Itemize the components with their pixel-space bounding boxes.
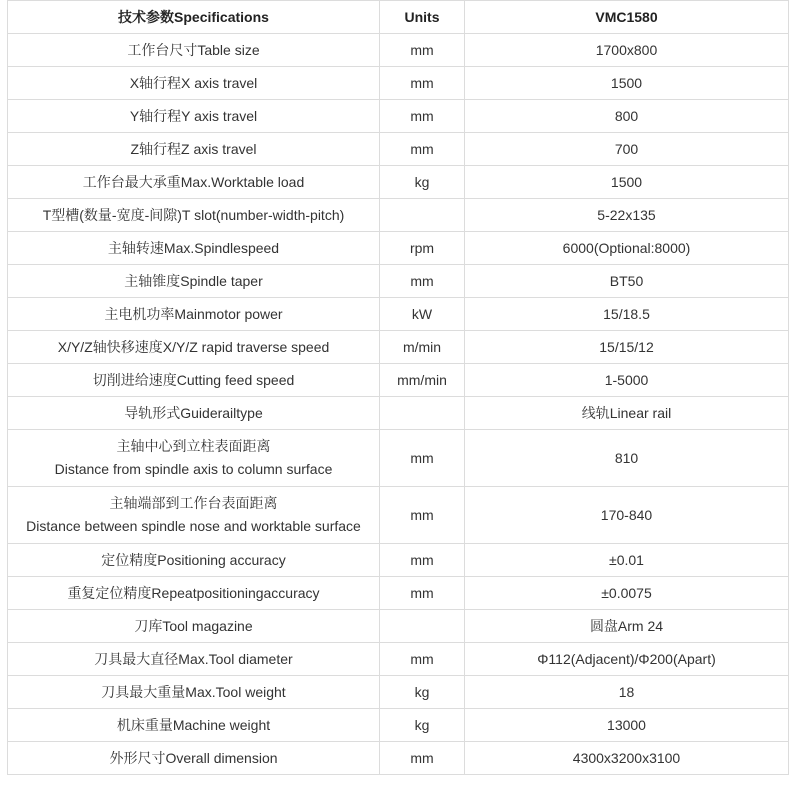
spec-cell-en: Distance between spindle nose and worktable surface xyxy=(26,518,361,534)
unit-cell: mm xyxy=(380,742,465,775)
value-cell: 圆盘Arm 24 xyxy=(465,610,789,643)
table-row xyxy=(8,232,789,265)
table-row xyxy=(8,487,789,544)
spec-cell: 工作台最大承重Max.Worktable load xyxy=(8,166,380,199)
spec-cell: 外形尺寸Overall dimension xyxy=(8,742,380,775)
table-row xyxy=(8,67,789,100)
unit-cell: mm xyxy=(380,544,465,577)
unit-cell: mm xyxy=(380,487,465,544)
table-row xyxy=(8,610,789,643)
value-cell: 700 xyxy=(465,133,789,166)
table-row xyxy=(8,100,789,133)
unit-cell xyxy=(380,610,465,643)
header-model: VMC1580 xyxy=(465,1,789,34)
unit-cell: mm xyxy=(380,34,465,67)
unit-cell: rpm xyxy=(380,232,465,265)
spec-cell: T型槽(数量-宽度-间隙)T slot(number-width-pitch) xyxy=(8,199,380,232)
unit-cell: mm xyxy=(380,643,465,676)
table-row xyxy=(8,544,789,577)
spec-cell: X轴行程X axis travel xyxy=(8,67,380,100)
spec-cell: 主轴转速Max.Spindlespeed xyxy=(8,232,380,265)
spec-cell: X/Y/Z轴快移速度X/Y/Z rapid traverse speed xyxy=(8,331,380,364)
table-row xyxy=(8,643,789,676)
spec-cell: Y轴行程Y axis travel xyxy=(8,100,380,133)
header-row xyxy=(8,1,789,34)
table-row xyxy=(8,34,789,67)
spec-cell: 主电机功率Mainmotor power xyxy=(8,298,380,331)
unit-cell: mm xyxy=(380,133,465,166)
value-cell: 5-22x135 xyxy=(465,199,789,232)
header-spec: 技术参数Specifications xyxy=(8,1,380,34)
value-cell: 170-840 xyxy=(465,487,789,544)
spec-cell xyxy=(8,430,380,487)
table-row xyxy=(8,397,789,430)
value-cell: 6000(Optional:8000) xyxy=(465,232,789,265)
table-row xyxy=(8,166,789,199)
table-row xyxy=(8,709,789,742)
spec-cell xyxy=(8,487,380,544)
unit-cell: m/min xyxy=(380,331,465,364)
table-row xyxy=(8,430,789,487)
spec-cell: 导轨形式Guiderailtype xyxy=(8,397,380,430)
unit-cell: mm xyxy=(380,265,465,298)
unit-cell: mm xyxy=(380,67,465,100)
unit-cell: kg xyxy=(380,709,465,742)
value-cell: 18 xyxy=(465,676,789,709)
spec-cell: 机床重量Machine weight xyxy=(8,709,380,742)
spec-cell-zh: 主轴端部到工作台表面距离 xyxy=(109,495,278,511)
table-row xyxy=(8,265,789,298)
header-units: Units xyxy=(380,1,465,34)
value-cell: 810 xyxy=(465,430,789,487)
value-cell: 线轨Linear rail xyxy=(465,397,789,430)
unit-cell: kg xyxy=(380,676,465,709)
unit-cell xyxy=(380,397,465,430)
unit-cell: kW xyxy=(380,298,465,331)
value-cell: 1-5000 xyxy=(465,364,789,397)
spec-cell: 刀库Tool magazine xyxy=(8,610,380,643)
spec-cell: 主轴锥度Spindle taper xyxy=(8,265,380,298)
unit-cell: mm xyxy=(380,577,465,610)
table-row xyxy=(8,199,789,232)
unit-cell: mm xyxy=(380,100,465,133)
value-cell: BT50 xyxy=(465,265,789,298)
value-cell: 13000 xyxy=(465,709,789,742)
table-row xyxy=(8,676,789,709)
value-cell: ±0.0075 xyxy=(465,577,789,610)
spec-cell: 刀具最大重量Max.Tool weight xyxy=(8,676,380,709)
spec-cell-zh: 主轴中心到立柱表面距离 xyxy=(116,438,271,454)
value-cell: 1700x800 xyxy=(465,34,789,67)
spec-cell: 切削进给速度Cutting feed speed xyxy=(8,364,380,397)
spec-cell: 刀具最大直径Max.Tool diameter xyxy=(8,643,380,676)
spec-cell: 工作台尺寸Table size xyxy=(8,34,380,67)
table-row xyxy=(8,331,789,364)
unit-cell: mm/min xyxy=(380,364,465,397)
unit-cell: mm xyxy=(380,430,465,487)
value-cell: 1500 xyxy=(465,166,789,199)
unit-cell: kg xyxy=(380,166,465,199)
spec-cell-en: Distance from spindle axis to column surface xyxy=(54,461,333,477)
spec-cell: Z轴行程Z axis travel xyxy=(8,133,380,166)
value-cell: ±0.01 xyxy=(465,544,789,577)
value-cell: 1500 xyxy=(465,67,789,100)
value-cell: 4300x3200x3100 xyxy=(465,742,789,775)
value-cell: 15/15/12 xyxy=(465,331,789,364)
spec-cell: 定位精度Positioning accuracy xyxy=(8,544,380,577)
unit-cell xyxy=(380,199,465,232)
spec-cell: 重复定位精度Repeatpositioningaccuracy xyxy=(8,577,380,610)
value-cell: Φ112(Adjacent)/Φ200(Apart) xyxy=(465,643,789,676)
value-cell: 800 xyxy=(465,100,789,133)
value-cell: 15/18.5 xyxy=(465,298,789,331)
table-row xyxy=(8,364,789,397)
table-row xyxy=(8,577,789,610)
table-row xyxy=(8,298,789,331)
specifications-table xyxy=(7,0,789,775)
table-row xyxy=(8,133,789,166)
table-row xyxy=(8,742,789,775)
